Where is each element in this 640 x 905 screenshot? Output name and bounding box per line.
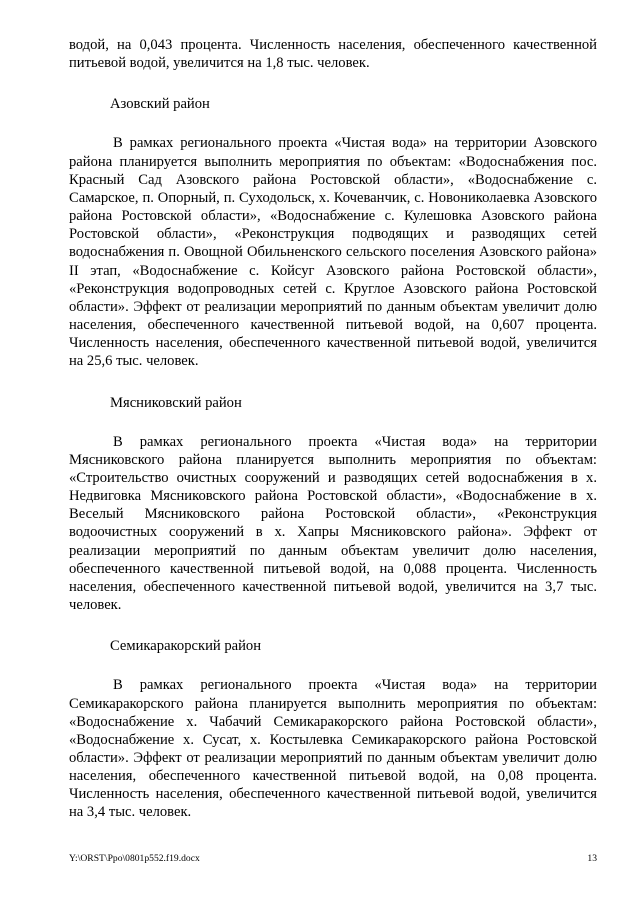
section-heading-myasnikovsky: Мясниковский район: [110, 394, 242, 411]
section-heading-azov: Азовский район: [110, 96, 210, 113]
document-body: [69, 36, 597, 822]
section-paragraph-myasnikovsky: В рамках регионального проекта «Чистая вода» на территории Мясниковского района планируется выполнить мероприятия по объектам: «Строительство очистных сооружений и разводящих сетей водоснабжения в х. Недвиговка Мясниковского района Ростовской области», «Водоснабжение в х. Веселый Мясниковского района Ростовской области», «Реконструкция водоочистных сооружений в х. Хапры Мясниковского района». Эффект от реализации мероприятий по данным объектам увеличит долю населения, обеспеченного качественной питьевой водой, на 0,088 процента. Численность населения, обеспеченного качественной питьевой водой, увеличится на 3,7 тыс. человек.: [69, 433, 597, 614]
page-number: 13: [587, 853, 597, 864]
section-heading-semikarakorsky: Семикаракорский район: [110, 638, 262, 655]
intro-paragraph: водой, на 0,043 процента. Численность населения, обеспеченного качественной питьевой водой, увеличится на 1,8 тыс. человек.: [69, 37, 597, 72]
file-path: Y:\ORST\Ppo\0801p552.f19.docx: [69, 853, 200, 864]
section-paragraph-azov: В рамках регионального проекта «Чистая вода» на территории Азовского района планируется выполнить мероприятия по объектам: «Водоснабжения пос. Красный Сад Азовского района Ростовской области», «Водоснабжение с. Самарское, п. Опорный, п. Суходольск, х. Кочеванчик, с. Новониколаевка Азовского района Ростовской области», «Водоснабжение с. Кулешовка Азовского района Ростовской области», «Реконструкция подводящих и разводящих сетей водоснабжения п. Овощной Обильненского сельского поселения Азовского района» II этап, «Водоснабжение с. Койсуг Азовского района Ростовской области», «Реконструкция водопроводных сетей с. Круглое Азовского района Ростовской области». Эффект от реализации мероприятий по данным объектам увеличит долю населения, обеспеченного качественной питьевой водой, на 0,607 процента. Численность населения, обеспеченного качественной питьевой водой, увеличится на 25,6 тыс. человек.: [69, 135, 597, 370]
section-paragraph-semikarakorsky: В рамках регионального проекта «Чистая вода» на территории Семикаракорского района планируется выполнить мероприятия по объектам: «Водоснабжение х. Чабачий Семикаракорского района Ростовской области», «Водоснабжение х. Сусат, х. Костылевка Семикаракорского района Ростовской области». Эффект от реализации мероприятий по данным объектам увеличит долю населения, обеспеченного качественной питьевой водой, на 0,08 процента. Численность населения, обеспеченного качественной питьевой водой, увеличится на 3,4 тыс. человек.: [69, 677, 597, 821]
